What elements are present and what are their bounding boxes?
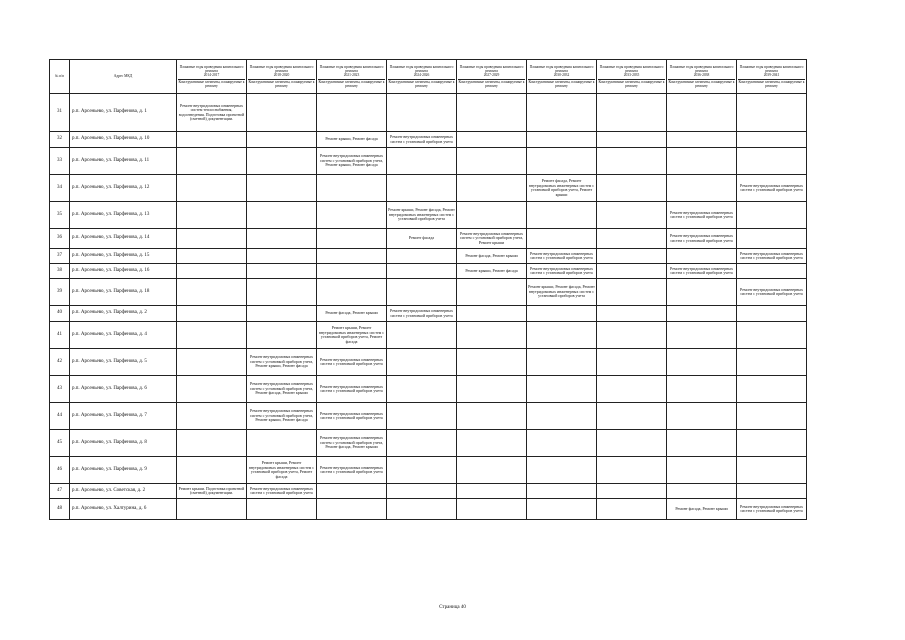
table-row: [50, 376, 807, 403]
repair-elements-cell: Ремонт крыши, Ремонт фасада, Ремонт внутридомовых инженерных систем с установкой приборов учета: [387, 202, 457, 229]
repair-elements-cell: Ремонт внутридомовых инженерных систем с установкой приборов учета: [387, 306, 457, 322]
repair-elements-cell: Ремонт внутридомовых инженерных систем с установкой приборов учета: [317, 376, 387, 403]
repair-elements-cell: [247, 175, 317, 202]
repair-elements-cell: Ремонт крыши, Ремонт внутридомовых инженерных систем с установкой приборов учета, Ремонт фасада: [247, 457, 317, 484]
repair-elements-cell: Ремонт внутридомовых инженерных систем с установкой приборов учета: [737, 279, 807, 306]
repair-elements-cell: [737, 484, 807, 499]
repair-elements-cell: [317, 94, 387, 132]
repair-elements-cell: [387, 249, 457, 264]
repair-elements-cell: [597, 376, 667, 403]
repair-elements-cell: [737, 322, 807, 349]
repair-elements-cell: [597, 264, 667, 279]
repair-elements-cell: [387, 175, 457, 202]
header-elements-label: Конструктивные элементы, планируемые к ремонту: [388, 79, 455, 88]
repair-elements-cell: [387, 457, 457, 484]
repair-elements-cell: [177, 376, 247, 403]
table-row: [50, 349, 807, 376]
repair-elements-cell: [247, 499, 317, 520]
repair-elements-cell: [527, 430, 597, 457]
row-address: р.п. Арсеньево, ул. Парфенова, д. 6: [70, 376, 177, 403]
repair-elements-cell: [247, 322, 317, 349]
repair-elements-cell: [457, 94, 527, 132]
repair-elements-cell: [177, 148, 247, 175]
repair-elements-cell: [177, 349, 247, 376]
repair-elements-cell: Ремонт внутридомовых инженерных систем теплоснабжения, водоотведения. Подготовка проектной (сметной) документации.: [177, 94, 247, 132]
repair-elements-cell: [457, 484, 527, 499]
repair-elements-cell: [527, 132, 597, 148]
repair-elements-cell: [457, 499, 527, 520]
table-row: [50, 264, 807, 279]
repair-elements-cell: Ремонт внутридомовых инженерных систем с установкой приборов учета, Ремонт фасада, Ремонт крыши: [247, 376, 317, 403]
repair-elements-cell: [177, 322, 247, 349]
header-plan-label: Плановые годы проведения капитального ремонта: [669, 64, 734, 74]
table-row: [50, 94, 807, 132]
repair-elements-cell: [457, 457, 527, 484]
repair-elements-cell: [597, 132, 667, 148]
row-address: р.п. Арсеньево, ул. Советская, д. 2: [70, 484, 177, 499]
header-period: [247, 60, 317, 94]
repair-elements-cell: Ремонт крыши, Ремонт фасада: [317, 132, 387, 148]
repair-elements-cell: [667, 249, 737, 264]
row-address: р.п. Арсеньево, ул. Парфенова, д. 18: [70, 279, 177, 306]
header-period: [317, 60, 387, 94]
repair-elements-cell: [597, 306, 667, 322]
header-elements-label: Конструктивные элементы, планируемые к ремонту: [528, 79, 595, 88]
table-row: [50, 132, 807, 148]
repair-elements-cell: [597, 349, 667, 376]
row-address: р.п. Арсеньево, ул. Парфенова, д. 10: [70, 132, 177, 148]
row-number: 34: [50, 175, 70, 202]
repair-elements-cell: [387, 499, 457, 520]
repair-elements-cell: [527, 148, 597, 175]
repair-elements-cell: [247, 430, 317, 457]
header-years: 2033-2035: [623, 73, 640, 78]
repair-elements-cell: Ремонт внутридомовых инженерных систем с установкой приборов учета: [737, 249, 807, 264]
repair-elements-cell: Ремонт внутридомовых инженерных систем с установкой приборов учета: [667, 264, 737, 279]
repair-elements-cell: [177, 229, 247, 249]
row-address: р.п. Арсеньево, ул. Парфенова, д. 8: [70, 430, 177, 457]
repair-elements-cell: [667, 148, 737, 175]
repair-elements-cell: [387, 484, 457, 499]
repair-elements-cell: [667, 175, 737, 202]
row-address: р.п. Арсеньево, ул. Парфенова, д. 16: [70, 264, 177, 279]
repair-elements-cell: [247, 132, 317, 148]
repair-elements-cell: Ремонт внутридомовых инженерных систем с установкой приборов учета, Ремонт фасада, Ремонт крыши: [317, 430, 387, 457]
row-address: р.п. Арсеньево, ул. Парфенова, д. 15: [70, 249, 177, 264]
repair-elements-cell: Ремонт внутридомовых инженерных систем с установкой приборов учета, Ремонт крыши: [457, 229, 527, 249]
row-number: 44: [50, 403, 70, 430]
table-row: [50, 430, 807, 457]
repair-elements-cell: [597, 484, 667, 499]
repair-elements-cell: [737, 457, 807, 484]
capital-repair-table: [49, 59, 807, 520]
repair-elements-cell: [737, 94, 807, 132]
repair-elements-cell: [527, 202, 597, 229]
repair-elements-cell: [317, 264, 387, 279]
header-elements-label: Конструктивные элементы, планируемые к ремонту: [598, 79, 665, 88]
header-elements-label: Конструктивные элементы, планируемые к ремонту: [178, 79, 245, 88]
row-number: 45: [50, 430, 70, 457]
row-address: р.п. Арсеньево, ул. Парфенова, д. 9: [70, 457, 177, 484]
repair-elements-cell: Ремонт внутридомовых инженерных систем с установкой приборов учета: [527, 249, 597, 264]
repair-elements-cell: [737, 264, 807, 279]
repair-elements-cell: [317, 249, 387, 264]
table-row: [50, 175, 807, 202]
repair-elements-cell: [247, 148, 317, 175]
header-plan-label: Плановые годы проведения капитального ремонта: [459, 64, 524, 74]
row-number: 46: [50, 457, 70, 484]
row-number: 43: [50, 376, 70, 403]
repair-elements-cell: [177, 403, 247, 430]
repair-elements-cell: [597, 148, 667, 175]
header-period: [737, 60, 807, 94]
repair-elements-cell: Ремонт крыши, Ремонт внутридомовых инженерных систем с установкой приборов учета, Ремонт фасада: [317, 322, 387, 349]
repair-elements-cell: [247, 264, 317, 279]
table-header: [50, 60, 807, 94]
repair-elements-cell: [387, 279, 457, 306]
repair-elements-cell: [667, 306, 737, 322]
header-years: 2036-2038: [693, 73, 710, 78]
row-number: 42: [50, 349, 70, 376]
repair-elements-cell: [317, 499, 387, 520]
repair-elements-cell: Ремонт внутридомовых инженерных систем с установкой приборов учета: [247, 484, 317, 499]
repair-elements-cell: [177, 457, 247, 484]
header-period: [387, 60, 457, 94]
repair-elements-cell: [527, 457, 597, 484]
row-number: 38: [50, 264, 70, 279]
repair-elements-cell: [527, 322, 597, 349]
table-row: [50, 229, 807, 249]
repair-elements-cell: [317, 229, 387, 249]
repair-elements-cell: [457, 322, 527, 349]
repair-elements-cell: [177, 430, 247, 457]
row-number: 32: [50, 132, 70, 148]
header-period: [667, 60, 737, 94]
repair-elements-cell: [667, 403, 737, 430]
row-number: 40: [50, 306, 70, 322]
repair-elements-cell: Ремонт внутридомовых инженерных систем с установкой приборов учета, Ремонт крыши, Ремонт фасада: [247, 349, 317, 376]
repair-elements-cell: [247, 249, 317, 264]
repair-elements-cell: [457, 306, 527, 322]
repair-elements-cell: [177, 264, 247, 279]
header-elements-label: Конструктивные элементы, планируемые к ремонту: [668, 79, 735, 88]
repair-elements-cell: [597, 403, 667, 430]
repair-elements-cell: [527, 229, 597, 249]
repair-elements-cell: [317, 202, 387, 229]
repair-elements-cell: Ремонт внутридомовых инженерных систем с установкой приборов учета: [737, 175, 807, 202]
row-address: р.п. Арсеньево, ул. Парфенова, д. 4: [70, 322, 177, 349]
header-plan-label: Плановые годы проведения капитального ремонта: [249, 64, 314, 74]
row-number: 33: [50, 148, 70, 175]
repair-elements-cell: [177, 132, 247, 148]
repair-elements-cell: [247, 229, 317, 249]
repair-elements-cell: [247, 94, 317, 132]
repair-elements-cell: [597, 202, 667, 229]
repair-elements-cell: [597, 249, 667, 264]
repair-elements-cell: [527, 403, 597, 430]
repair-elements-cell: [457, 202, 527, 229]
header-years: 2021-2023: [343, 73, 360, 78]
repair-elements-cell: [457, 403, 527, 430]
row-number: 39: [50, 279, 70, 306]
repair-elements-cell: Ремонт крыши, Ремонт фасада: [457, 264, 527, 279]
header-years: 2018-2020: [273, 73, 290, 78]
header-elements-label: Конструктивные элементы, планируемые к ремонту: [738, 79, 805, 88]
table-body: [50, 94, 807, 520]
repair-elements-cell: Ремонт внутридомовых инженерных систем с установкой приборов учета, Ремонт крыши, Ремонт фасада: [247, 403, 317, 430]
repair-elements-cell: Ремонт внутридомовых инженерных систем с установкой приборов учета: [667, 202, 737, 229]
repair-elements-cell: Ремонт внутридомовых инженерных систем с установкой приборов учета: [317, 457, 387, 484]
repair-elements-cell: [457, 148, 527, 175]
repair-elements-cell: [457, 376, 527, 403]
repair-elements-cell: [177, 249, 247, 264]
repair-elements-cell: Ремонт внутридомовых инженерных систем с установкой приборов учета: [527, 264, 597, 279]
repair-elements-cell: [317, 484, 387, 499]
repair-elements-cell: Ремонт фасада, Ремонт внутридомовых инженерных систем с установкой приборов учета, Ремонт крыши: [527, 175, 597, 202]
repair-elements-cell: [387, 403, 457, 430]
header-num: № п/п: [50, 60, 70, 94]
table-row: [50, 484, 807, 499]
repair-elements-cell: [387, 430, 457, 457]
repair-elements-cell: [247, 202, 317, 229]
row-address: р.п. Арсеньево, ул. Парфенова, д. 1: [70, 94, 177, 132]
repair-elements-cell: [597, 94, 667, 132]
repair-elements-cell: [457, 430, 527, 457]
repair-elements-cell: [527, 349, 597, 376]
row-address: р.п. Арсеньево, ул. Парфенова, д. 14: [70, 229, 177, 249]
table-row: [50, 279, 807, 306]
header-years: 2039-2041: [763, 73, 780, 78]
repair-elements-cell: Ремонт фасада, Ремонт крыши: [317, 306, 387, 322]
repair-elements-cell: [317, 279, 387, 306]
repair-elements-cell: Ремонт фасада: [387, 229, 457, 249]
repair-elements-cell: [737, 349, 807, 376]
repair-elements-cell: [737, 403, 807, 430]
repair-elements-cell: [527, 94, 597, 132]
header-plan-label: Плановые годы проведения капитального ремонта: [389, 64, 454, 74]
repair-elements-cell: [387, 148, 457, 175]
repair-elements-cell: Ремонт крыши. Подготовка проектной (сметной) документации.: [177, 484, 247, 499]
repair-elements-cell: [737, 430, 807, 457]
table-row: [50, 322, 807, 349]
repair-elements-cell: [177, 202, 247, 229]
repair-elements-cell: [667, 94, 737, 132]
repair-elements-cell: [737, 306, 807, 322]
repair-elements-cell: [667, 322, 737, 349]
table-row: [50, 202, 807, 229]
table-row: [50, 403, 807, 430]
repair-elements-cell: [457, 175, 527, 202]
repair-elements-cell: [597, 175, 667, 202]
header-plan-label: Плановые годы проведения капитального ремонта: [179, 64, 244, 74]
repair-elements-cell: [667, 349, 737, 376]
row-address: р.п. Арсеньево, ул. Парфенова, д. 5: [70, 349, 177, 376]
row-address: р.п. Арсеньево, ул. Халтурина, д. 6: [70, 499, 177, 520]
repair-elements-cell: [317, 175, 387, 202]
page-number: Страница 40: [439, 605, 466, 610]
table-row: [50, 148, 807, 175]
header-years: 2030-2032: [553, 73, 570, 78]
table-row: [50, 457, 807, 484]
row-number: 47: [50, 484, 70, 499]
row-address: р.п. Арсеньево, ул. Парфенова, д. 12: [70, 175, 177, 202]
header-plan-label: Плановые годы проведения капитального ремонта: [739, 64, 804, 74]
repair-elements-cell: [527, 499, 597, 520]
header-period: [527, 60, 597, 94]
repair-elements-cell: [597, 457, 667, 484]
repair-elements-cell: [667, 430, 737, 457]
repair-elements-cell: Ремонт внутридомовых инженерных систем с установкой приборов учета: [317, 403, 387, 430]
header-elements-label: Конструктивные элементы, планируемые к ремонту: [458, 79, 525, 88]
repair-elements-cell: [457, 132, 527, 148]
header-years: 2024-2026: [413, 73, 430, 78]
table-row: [50, 499, 807, 520]
repair-elements-cell: Ремонт крыши, Ремонт фасада, Ремонт внутридомовых инженерных систем с установкой приборов учета: [527, 279, 597, 306]
header-elements-label: Конструктивные элементы, планируемые к ремонту: [248, 79, 315, 88]
header-plan-label: Плановые годы проведения капитального ремонта: [529, 64, 594, 74]
header-years: 2014-2017: [203, 73, 220, 78]
repair-elements-cell: Ремонт фасада, Ремонт крыши: [667, 499, 737, 520]
repair-elements-cell: [527, 306, 597, 322]
repair-elements-cell: Ремонт внутридомовых инженерных систем с установкой приборов учета, Ремонт крыши, Ремонт фасада: [317, 148, 387, 175]
repair-elements-cell: [457, 279, 527, 306]
header-years: 2027-2029: [483, 73, 500, 78]
header-period: [457, 60, 527, 94]
row-number: 41: [50, 322, 70, 349]
repair-elements-cell: [387, 264, 457, 279]
header-period: [177, 60, 247, 94]
row-number: 48: [50, 499, 70, 520]
header-plan-label: Плановые годы проведения капитального ремонта: [319, 64, 384, 74]
header-elements-label: Конструктивные элементы, планируемые к ремонту: [318, 79, 385, 88]
repair-elements-cell: [737, 148, 807, 175]
repair-elements-cell: [597, 229, 667, 249]
repair-elements-cell: [247, 279, 317, 306]
repair-elements-cell: [527, 484, 597, 499]
repair-elements-cell: [597, 430, 667, 457]
repair-elements-cell: [667, 132, 737, 148]
repair-elements-cell: [597, 279, 667, 306]
repair-elements-cell: [177, 279, 247, 306]
repair-elements-cell: [177, 175, 247, 202]
repair-elements-cell: [247, 306, 317, 322]
header-address: Адрес МКД: [70, 60, 177, 94]
row-address: р.п. Арсеньево, ул. Парфенова, д. 11: [70, 148, 177, 175]
repair-elements-cell: [387, 376, 457, 403]
repair-elements-cell: [177, 499, 247, 520]
table-row: [50, 306, 807, 322]
repair-elements-cell: [597, 499, 667, 520]
repair-elements-cell: [457, 349, 527, 376]
row-number: 35: [50, 202, 70, 229]
repair-elements-cell: [387, 322, 457, 349]
row-address: р.п. Арсеньево, ул. Парфенова, д. 2: [70, 306, 177, 322]
row-number: 37: [50, 249, 70, 264]
repair-elements-cell: [737, 376, 807, 403]
repair-elements-cell: [387, 94, 457, 132]
row-address: р.п. Арсеньево, ул. Парфенова, д. 7: [70, 403, 177, 430]
repair-elements-cell: [737, 202, 807, 229]
repair-elements-cell: Ремонт внутридомовых инженерных систем с установкой приборов учета: [387, 132, 457, 148]
repair-elements-cell: [667, 279, 737, 306]
repair-elements-cell: [177, 306, 247, 322]
repair-elements-cell: [667, 484, 737, 499]
repair-elements-cell: Ремонт внутридомовых инженерных систем с установкой приборов учета: [737, 499, 807, 520]
row-address: р.п. Арсеньево, ул. Парфенова, д. 13: [70, 202, 177, 229]
repair-elements-cell: [737, 229, 807, 249]
repair-elements-cell: [597, 322, 667, 349]
repair-elements-cell: [667, 457, 737, 484]
row-number: 36: [50, 229, 70, 249]
table-row: [50, 249, 807, 264]
repair-elements-cell: [527, 376, 597, 403]
repair-elements-cell: [387, 349, 457, 376]
repair-elements-cell: Ремонт фасада, Ремонт крыши: [457, 249, 527, 264]
row-number: 31: [50, 94, 70, 132]
repair-elements-cell: Ремонт внутридомовых инженерных систем с установкой приборов учета: [317, 349, 387, 376]
repair-elements-cell: [667, 376, 737, 403]
header-plan-label: Плановые годы проведения капитального ремонта: [599, 64, 664, 74]
repair-elements-cell: [737, 132, 807, 148]
header-period: [597, 60, 667, 94]
repair-elements-cell: Ремонт внутридомовых инженерных систем с установкой приборов учета: [667, 229, 737, 249]
